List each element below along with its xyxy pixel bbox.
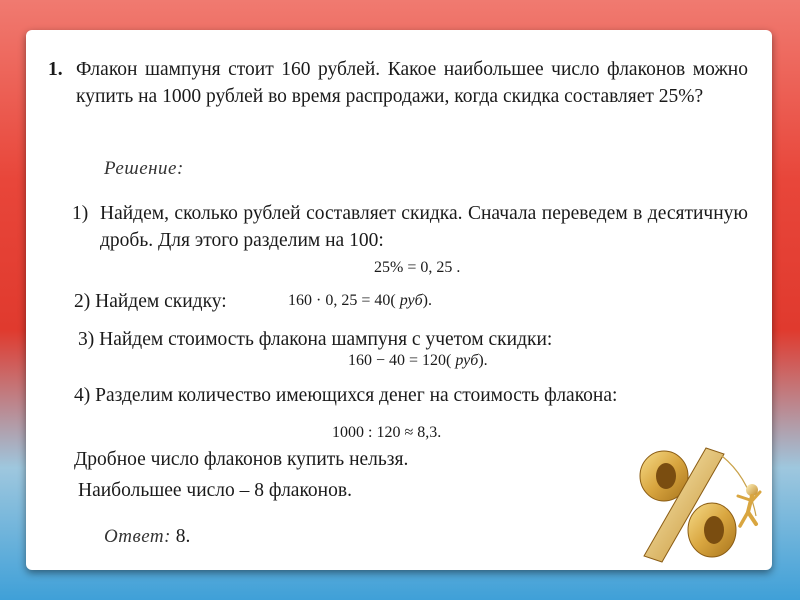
problem-number: 1. [48, 59, 63, 80]
step-3-formula-unit: руб [451, 352, 479, 369]
answer [104, 523, 190, 550]
step-2-formula-close: ). [422, 292, 432, 309]
step-2 [74, 288, 227, 315]
answer-value: 8. [170, 526, 191, 547]
step-4-formula: 1000 : 120 ≈ 8,3. [332, 424, 442, 441]
step-2-formula-unit: руб [395, 292, 423, 309]
conclusion-fraction: Дробное число флаконов купить нельзя. [74, 449, 409, 470]
step-2-formula-expression: 160 · 0, 25 = 40( [288, 292, 396, 309]
step-4-number: 4) [74, 385, 91, 406]
step-4-text: Разделим количество имеющихся денег на стоимость флакона: [95, 385, 618, 406]
step-3-formula [348, 352, 488, 370]
step-2-formula [288, 292, 432, 310]
step-2-number: 2) [74, 291, 91, 312]
answer-label: Ответ: [104, 526, 171, 547]
step-3-formula-close: ). [478, 352, 488, 369]
problem-statement [48, 56, 748, 110]
step-2-text: Найдем скидку: [95, 291, 227, 312]
step-1 [72, 200, 748, 254]
step-1-formula: 25% = 0, 25 . [374, 259, 461, 276]
step-3-formula-expression: 160 − 40 = 120( [348, 352, 452, 369]
step-3-text: Найдем стоимость флакона шампуня с учетом скидки: [99, 329, 553, 350]
step-3-number: 3) [78, 329, 95, 350]
step-3 [78, 326, 552, 353]
percent-sign-climber-icon [624, 438, 774, 568]
slide-card [26, 30, 772, 570]
step-1-number: 1) [72, 203, 89, 224]
conclusion-max: Наибольшее число – 8 флаконов. [78, 480, 352, 501]
step-1-text: Найдем, сколько рублей составляет скидка. Сначала переведем в десятичную дробь. Для этого разделим на 100: [100, 203, 748, 251]
step-4 [74, 382, 617, 409]
solution-heading: Решение: [104, 158, 184, 179]
problem-text: Флакон шампуня стоит 160 рублей. Какое наибольшее число флаконов можно купить на 1000 рублей во время распродажи, когда скидка составляет 25%? [76, 59, 748, 107]
